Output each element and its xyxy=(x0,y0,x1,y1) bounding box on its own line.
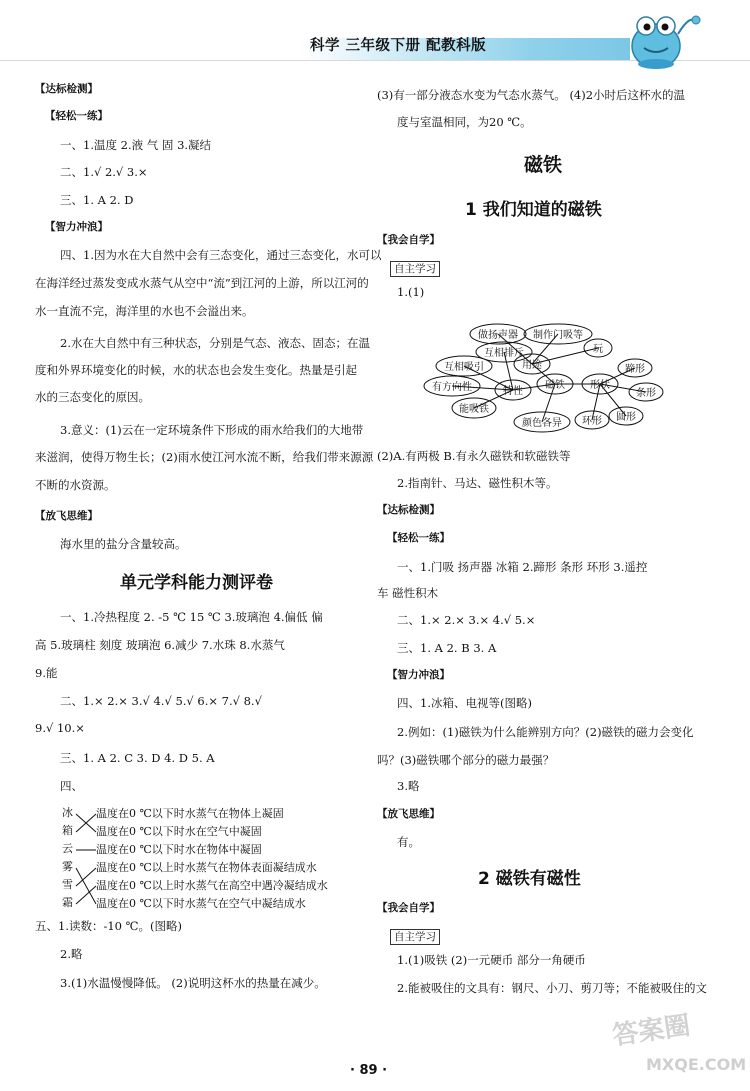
mm-center: 磁铁 xyxy=(545,380,565,391)
mm-fangxiang: 有方向性 xyxy=(432,382,472,393)
match-lines xyxy=(74,806,98,910)
zizhu-label: 自主学习 xyxy=(390,261,440,277)
mm-yongtu: 用途 xyxy=(522,360,542,371)
section-dabiao: 【达标检测】 xyxy=(377,504,440,516)
mm-tiaoxing: 条形 xyxy=(636,388,656,399)
answer-line: 不断的水资源。 xyxy=(35,478,116,492)
answer-line: 海水里的盐分含量较高。 xyxy=(60,537,187,551)
match-right-item: 温度在0 ℃以上时水蒸气在高空中遇冷凝结成水 xyxy=(96,879,328,892)
answer-line: 三、1. A 2. D xyxy=(60,193,134,207)
match-left-item: 雾 xyxy=(62,860,73,873)
answer-line: 3.(1)水温慢慢降低。 (2)说明这杯水的热量在减少。 xyxy=(60,976,326,990)
lesson-title: 1 我们知道的磁铁 xyxy=(465,200,602,220)
answer-line: 来滋润，使得万物生长；(2)雨水使江河水流不断，给我们带来源源 xyxy=(35,450,374,464)
mm-yangsheng: 做扬声器 xyxy=(478,330,518,341)
answer-line: 二、1.× 2.× 3.× 4.√ 5.× xyxy=(397,613,536,627)
mm-menxi: 制作门吸等 xyxy=(533,330,583,341)
magnet-mind-map xyxy=(420,312,670,442)
answer-line: 三、1. A 2. B 3. A xyxy=(397,641,497,655)
match-right-item: 温度在0 ℃以下时水在空气中凝固 xyxy=(96,825,262,838)
answer-line: 一、1.温度 2.液 气 固 3.凝结 xyxy=(60,138,212,152)
mm-paichi: 互相排斥 xyxy=(484,348,524,359)
mm-yanse: 颜色各异 xyxy=(522,418,562,429)
mm-nengxitie: 能吸铁 xyxy=(459,404,489,415)
answer-line: 2.能被吸住的文具有：钢尺、小刀、剪刀等；不能被吸住的文 xyxy=(397,981,707,995)
answer-line: 度与室温相同，为20 ℃。 xyxy=(397,115,532,129)
answer-line: 度和外界环境变化的时候，水的状态也会发生变化。热量是引起 xyxy=(35,363,357,377)
answer-line: 高 5.玻璃柱 刻度 玻璃泡 6.减少 7.水珠 8.水蒸气 xyxy=(35,638,285,652)
mm-huanxing: 环形 xyxy=(582,416,602,427)
answer-line: 一、1.门吸 扬声器 冰箱 2.蹄形 条形 环形 3.遥控 xyxy=(397,560,648,574)
answer-line: 水的三态变化的原因。 xyxy=(35,390,150,404)
section-dabiao: 【达标检测】 xyxy=(35,83,98,95)
chapter-title: 磁铁 xyxy=(524,154,563,176)
match-right-item: 温度在0 ℃以下时水在物体中凝固 xyxy=(96,843,262,856)
answer-line: (2)A.有两极 B.有永久磁铁和软磁铁等 xyxy=(377,449,571,463)
answer-line: 五、1.读数：-10 ℃。(图略) xyxy=(35,919,182,933)
zizhu-label: 自主学习 xyxy=(390,929,440,945)
section-fangfei: 【放飞思维】 xyxy=(35,510,98,522)
answer-line: 有。 xyxy=(397,835,420,849)
answer-line: 3.意义：(1)云在一定环境条件下形成的雨水给我们的大地带 xyxy=(60,423,364,437)
mm-xingzhuang: 形状 xyxy=(590,380,610,391)
answer-line: 吗？(3)磁铁哪个部分的磁力最强？ xyxy=(377,753,555,767)
section-qingsong: 【轻松一练】 xyxy=(45,110,108,122)
answer-line: 二、1.× 2.× 3.√ 4.√ 5.√ 6.× 7.√ 8.√ xyxy=(60,694,262,708)
match-left-item: 箱 xyxy=(62,824,73,837)
match-right-item: 温度在0 ℃以上时水蒸气在物体表面凝结成水 xyxy=(96,861,317,874)
answer-line: (3)有一部分液态水变为气态水蒸气。 (4)2小时后这杯水的温 xyxy=(377,88,686,102)
answer-line: 3.略 xyxy=(397,779,420,793)
answer-line: 1.(1) xyxy=(397,285,425,299)
page-number: · 89 · xyxy=(350,1063,388,1078)
answer-line: 二、1.√ 2.√ 3.× xyxy=(60,165,148,179)
answer-line: 9.√ 10.× xyxy=(35,721,85,735)
mm-tixing: 蹄形 xyxy=(625,364,645,375)
header-title: 科学 三年级下册 配教科版 xyxy=(310,38,487,54)
mm-xiyin: 互相吸引 xyxy=(444,362,484,373)
answer-line: 2.水在大自然中有三种状态，分别是气态、液态、固态；在温 xyxy=(60,336,370,350)
section-wohui: 【我会自学】 xyxy=(377,902,440,914)
answer-line: 四、 xyxy=(60,779,83,793)
answer-line: 在海洋经过蒸发变成水蒸气从空中“流”到江河的上游，所以江河的 xyxy=(35,276,369,290)
section-wohui: 【我会自学】 xyxy=(377,234,440,246)
section-fangfei: 【放飞思维】 xyxy=(377,808,440,820)
answer-line: 2.略 xyxy=(60,947,83,961)
answer-line: 1.(1)吸铁 (2)一元硬币 部分一角硬币 xyxy=(397,953,586,967)
answer-line: 四、1.冰箱、电视等(图略) xyxy=(397,696,532,710)
answer-line: 四、1.因为水在大自然中会有三态变化，通过三态变化，水可以 xyxy=(60,248,382,262)
label-zizhu xyxy=(390,257,440,277)
match-right-item: 温度在0 ℃以下时水蒸气在空气中凝结成水 xyxy=(96,897,306,910)
answer-line: 一、1.冷热程度 2. -5 ℃ 15 ℃ 3.玻璃泡 4.偏低 偏 xyxy=(60,610,323,624)
answer-line: 车 磁性积木 xyxy=(377,586,439,600)
mm-wan: 玩 xyxy=(593,344,603,355)
answer-line: 2.例如：(1)磁铁为什么能辨别方向？(2)磁铁的磁力会变化 xyxy=(397,725,694,739)
section-qingsong: 【轻松一练】 xyxy=(387,532,450,544)
match-left-item: 雪 xyxy=(62,878,73,891)
label-zizhu xyxy=(390,925,440,945)
mm-texing: 特性 xyxy=(503,386,523,397)
watermark-url: MXQE.COM xyxy=(646,1055,747,1074)
answer-line: 水一直流不完，海洋里的水也不会溢出来。 xyxy=(35,304,254,318)
unit-title: 单元学科能力测评卷 xyxy=(120,573,273,593)
answer-line: 9.能 xyxy=(35,666,58,680)
section-zhili: 【智力冲浪】 xyxy=(387,669,450,681)
answer-line: 2.指南针、马达、磁性积木等。 xyxy=(397,476,558,490)
match-left-item: 霜 xyxy=(62,896,73,909)
frog-mascot-icon xyxy=(618,4,702,74)
mm-yuanxing: 圆形 xyxy=(616,412,636,423)
section-zhili: 【智力冲浪】 xyxy=(45,221,108,233)
watermark-logo: 答案圈 xyxy=(610,1010,693,1052)
answer-line: 三、1. A 2. C 3. D 4. D 5. A xyxy=(60,751,215,765)
match-left-item: 云 xyxy=(62,842,73,855)
lesson-title: 2 磁铁有磁性 xyxy=(478,869,581,889)
match-left-item: 冰 xyxy=(62,806,73,819)
match-right-item: 温度在0 ℃以下时水蒸气在物体上凝固 xyxy=(96,807,284,820)
